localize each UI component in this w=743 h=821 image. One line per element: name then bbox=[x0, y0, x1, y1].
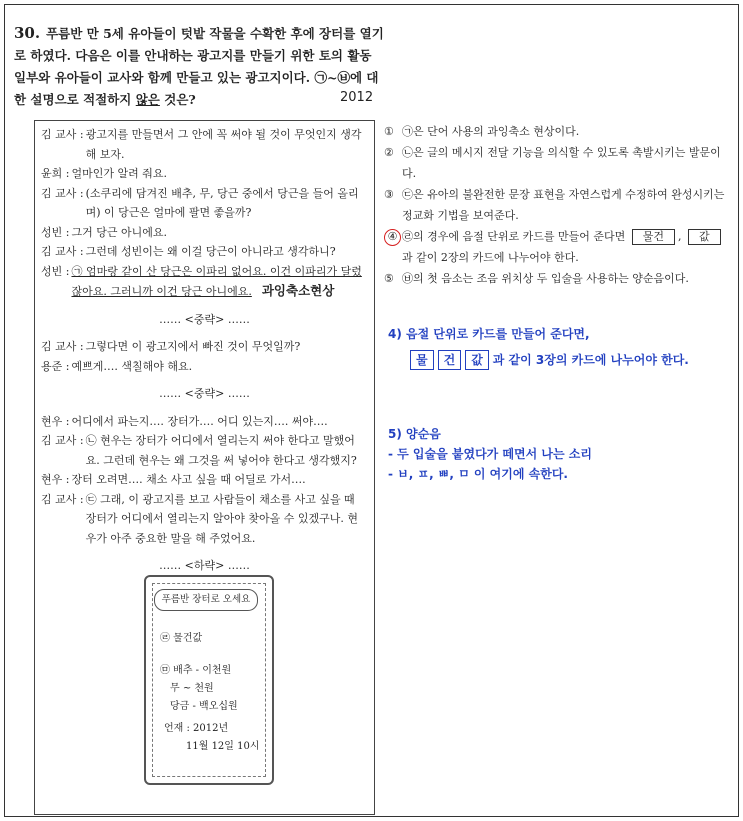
question-text-b: 것은? bbox=[159, 92, 196, 107]
question-number: 30. bbox=[14, 24, 41, 42]
question-text-under: 않은 bbox=[135, 92, 160, 107]
choice-3[interactable]: ③ ㉢은 유아의 불완전한 문장 표현을 자연스럽게 수정하여 완성시키는 정교화 기법을 보여준다. bbox=[384, 188, 725, 222]
poster-title: 푸름반 장터로 오세요 bbox=[154, 589, 258, 611]
omission-mark-end: …… <하략> …… bbox=[159, 559, 250, 572]
dialogue-line bbox=[41, 164, 368, 184]
speaker: 용준 : bbox=[41, 359, 70, 373]
utterance: 장터 오려면…. 채소 사고 싶을 때 어딜로 가서…. bbox=[71, 473, 306, 486]
utterance: 그렇다면 이 광고지에서 빠진 것이 무엇일까? bbox=[85, 340, 301, 353]
poster-line: 11월 12일 10시 bbox=[186, 741, 260, 752]
choice-4[interactable]: ④ ㉣의 경우에 음절 단위로 카드를 만들어 준다면 물건 , 값 과 같이 2장의 카드에 나누어야 한다. bbox=[384, 226, 729, 268]
question-text-a: 푸름반 만 5세 유아들이 텃밭 작물을 수확한 후에 장터를 열기로 하였다. 다음은 이를 안내하는 광고지를 만들기 위한 토의 활동 일부와 유아들이 교사와 함께 만들고 있는 광고지이다. ㉠~㉥에 대한 설명으로 적절하지 bbox=[14, 26, 384, 107]
speaker: 김 교사 : bbox=[41, 186, 84, 200]
card-box: 값 bbox=[465, 350, 489, 370]
handwritten-annotation: 과잉축소현상 bbox=[261, 283, 335, 298]
poster bbox=[144, 575, 274, 785]
omission-mark: …… <중략> …… bbox=[159, 387, 250, 400]
selected-answer-circle: ④ bbox=[384, 229, 401, 246]
dialogue-line bbox=[41, 412, 368, 432]
dialogue-line bbox=[41, 431, 368, 470]
choice-1[interactable]: ① ㉠은 단어 사용의 과잉축소 현상이다. bbox=[384, 125, 580, 138]
dialogue-line bbox=[41, 125, 368, 164]
omission-mark: …… <중략> …… bbox=[159, 312, 250, 326]
note-5 bbox=[388, 424, 592, 484]
year-label: 2012 bbox=[340, 90, 374, 105]
speaker: 김 교사 : bbox=[41, 434, 84, 447]
utterance: 광고지를 만들면서 그 안에 꼭 써야 될 것이 무엇인지 생각해 보자. bbox=[85, 128, 362, 161]
dialogue-line bbox=[41, 470, 368, 490]
dialogue-line bbox=[41, 242, 368, 262]
speaker: 김 교사 : bbox=[41, 128, 84, 141]
speaker: 현우 : bbox=[41, 473, 70, 486]
note-4 bbox=[388, 324, 689, 370]
dialogue-line bbox=[41, 357, 368, 377]
speaker: 김 교사 : bbox=[41, 245, 84, 258]
utterance: 그거 당근 아니에요. bbox=[71, 225, 167, 239]
underlined-text: ㉠ 엄마랑 같이 산 당근은 이파리 없어요. 이건 이파리가 달렸잖아요. 그러니까 이건 당근 아니에요. bbox=[71, 264, 362, 298]
card-box: 물 bbox=[410, 350, 434, 370]
note-4-tail: 과 같이 3장의 카드에 나누어야 한다. bbox=[492, 353, 689, 367]
speaker: 성빈 : bbox=[41, 225, 70, 239]
question-stem bbox=[14, 22, 384, 111]
speaker: 윤희 : bbox=[41, 167, 70, 180]
poster-line: 무 ~ 천원 bbox=[170, 683, 214, 694]
poster-line: 언재 : 2012년 bbox=[164, 723, 229, 734]
dialogue-line bbox=[41, 490, 368, 549]
card-box: 물건 bbox=[632, 229, 675, 245]
poster-line: 당금 - 백오십원 bbox=[170, 701, 238, 712]
note-5-line: - 두 입술을 붙였다가 떼면서 나는 소리 bbox=[388, 447, 592, 461]
speaker: 김 교사 : bbox=[41, 492, 84, 506]
dialogue-line-seongbin bbox=[41, 262, 368, 302]
utterance: 어디에서 파는지…. 장터가…. 어디 있는지…. 써야…. bbox=[71, 414, 328, 428]
dialogue-line bbox=[41, 337, 368, 357]
dialogue-line bbox=[41, 223, 368, 243]
speaker: 성빈 : bbox=[41, 264, 70, 278]
utterance: 예쁘게…. 색칠해야 해요. bbox=[71, 359, 193, 373]
speaker: 김 교사 : bbox=[41, 340, 84, 353]
utterance: 그런데 성빈이는 왜 이걸 당근이 아니라고 생각하니? bbox=[85, 245, 336, 258]
choice-5[interactable]: ⑤ ㉥의 첫 음소는 조음 위치상 두 입술을 사용하는 양순음이다. bbox=[384, 272, 689, 285]
utterance: 얼마인가 알려 줘요. bbox=[71, 167, 167, 180]
dialogue-line bbox=[41, 184, 368, 223]
note-5-line: - ㅂ, ㅍ, ㅃ, ㅁ 이 여기에 속한다. bbox=[388, 467, 568, 481]
card-box: 값 bbox=[688, 229, 721, 245]
poster-line: ㉣ 물건값 bbox=[160, 633, 203, 644]
utterance: ㉢ 그래, 이 광고지를 보고 사람들이 채소를 사고 싶을 때 장터가 어디에서 열리는지 알아야 찾아올 수 있겠구나. 현우가 아주 중요한 말을 해 주었어요. bbox=[85, 492, 358, 545]
utterance: (소쿠리에 담겨진 배추, 무, 당근 중에서 당근을 들어 올리며) 이 당근은 얼마에 팔면 좋을까? bbox=[85, 186, 359, 219]
note-5-title: 5) 양순음 bbox=[388, 427, 441, 441]
card-box: 건 bbox=[438, 350, 462, 370]
choice-2[interactable]: ② ㉡은 글의 메시지 전달 기능을 의식할 수 있도록 촉발시키는 발문이다. bbox=[384, 146, 721, 180]
utterance: ㉡ 현우는 장터가 어디에서 열리는지 써야 한다고 말했어요. 그런데 현우는 왜 그것을 써 넣어야 한다고 생각했지? bbox=[85, 434, 357, 467]
answer-choices bbox=[384, 121, 729, 289]
speaker: 현우 : bbox=[41, 414, 70, 428]
note-4-head: 4) 음절 단위로 카드를 만들어 준다면, bbox=[388, 327, 590, 341]
poster-line: ㉤ 배추 - 이천원 bbox=[160, 665, 232, 676]
